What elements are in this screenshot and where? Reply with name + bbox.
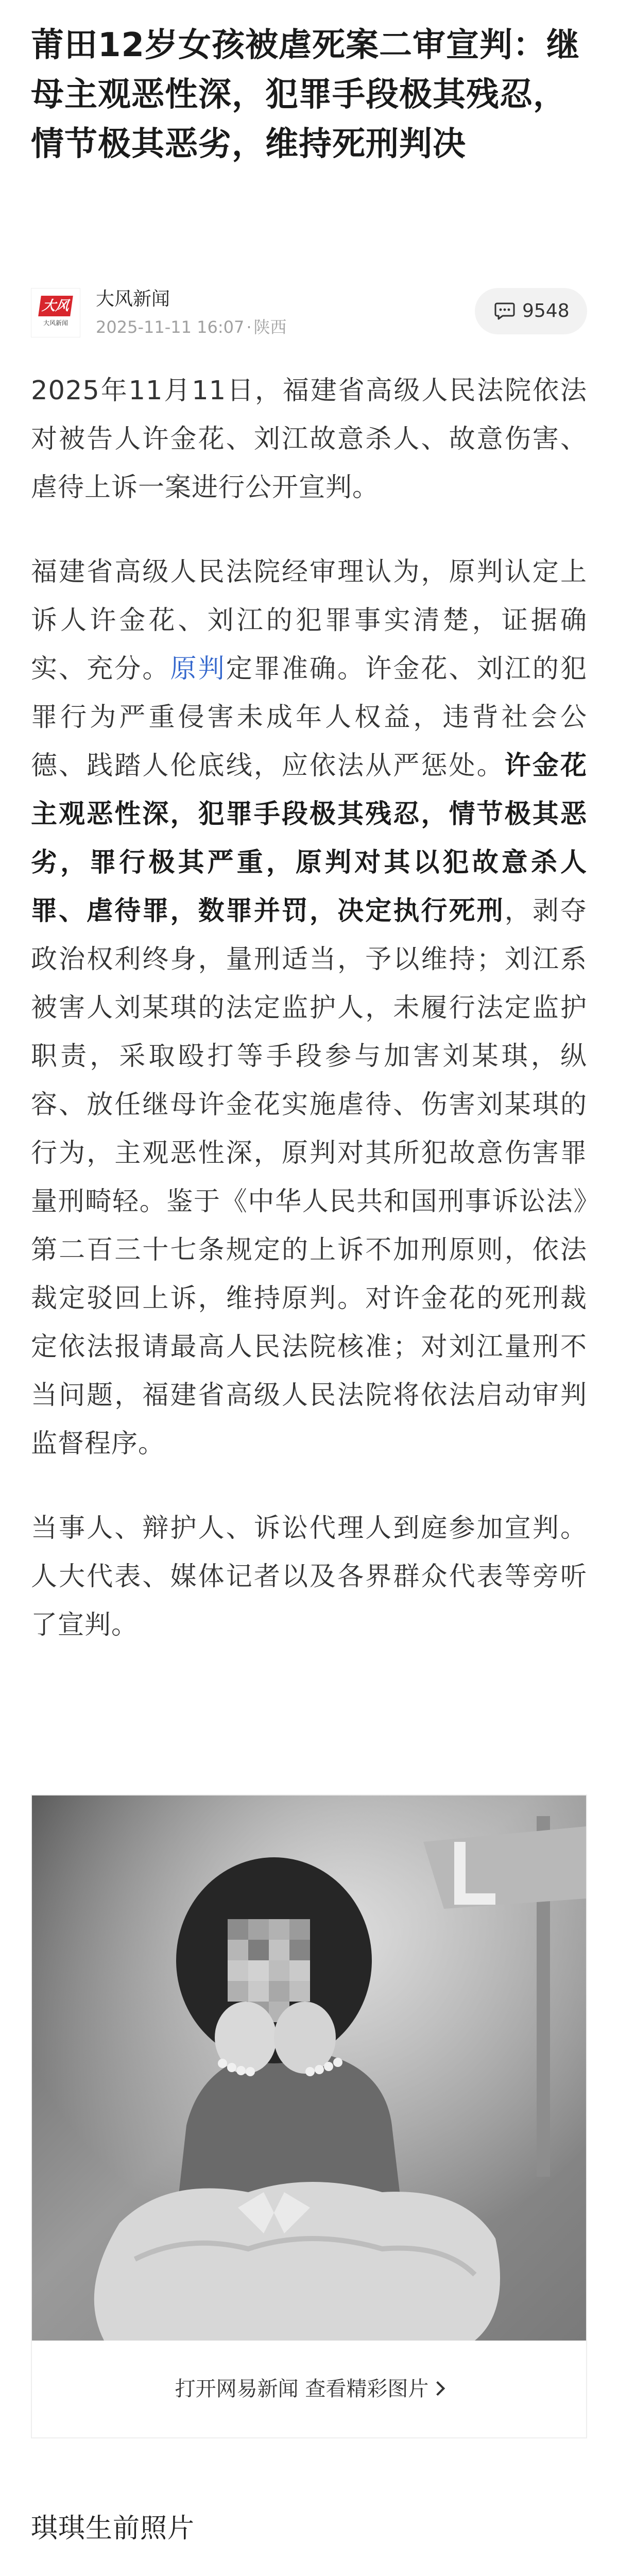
paragraph-3 <box>31 1504 587 1650</box>
paragraph-2-bold: 许金花主观恶性深，犯罪手段极其残忍，情节极其恶劣，罪行极其严重，原判对其以犯故意杀人罪、虐待罪，数罪并罚，决定执行死刑 <box>31 751 587 926</box>
open-app-label: 打开网易新闻 查看精彩图片 <box>175 2377 429 2401</box>
paragraph-2-text-a: 福建省高级人民法院经审理认为，原判认定上诉人许金花、刘江的犯罪事实清楚，证据确实、充分。 <box>31 557 587 684</box>
source-logo-mark: 大风 <box>38 296 73 316</box>
paragraph-1 <box>31 367 587 512</box>
keyword-link[interactable]: 原判 <box>170 654 226 684</box>
comment-button[interactable] <box>475 288 587 334</box>
source-logo[interactable] <box>31 288 80 337</box>
paragraph-2 <box>31 548 587 1468</box>
comment-bubble-icon <box>494 302 515 320</box>
article-body <box>31 367 587 1686</box>
comment-count: 9548 <box>522 300 570 321</box>
paragraph-2-text-b: 定罪准确。许金花、刘江的犯罪行为严重侵害未成年人权益，违背社会公德、践踏人伦底线，应依法从严惩处。 <box>31 654 587 781</box>
source-logo-sub: 大风新闻 <box>43 319 68 327</box>
article-figure <box>31 1794 587 2438</box>
paragraph-1-text: 2025年11月11日，福建省高级人民法院依法对被告人许金花、刘江故意杀人、故意伤害、虐待上诉一案进行公开宣判。 <box>31 376 587 503</box>
paragraph-2-text-c: ，剥夺政治权利终身，量刑适当，予以维持；刘江系被害人刘某琪的法定监护人，未履行法定监护职责，采取殴打等手段参与加害刘某琪，纵容、放任继母许金花实施虐待、伤害刘某琪的行为，主观恶性深，原判对其所犯故意伤害罪量刑畸轻。鉴于《中华人民共和国刑事诉讼法》第二百三十七条规定的上诉不加刑原则，依法裁定驳回上诉，维持原判。对许金花的死刑裁定依法报请最高人民法院核准；对刘江量刑不当问题，福建省高级人民法院将依法启动审判监督程序。 <box>31 896 587 1459</box>
photo-illustration <box>32 1795 586 2341</box>
publish-datetime: 2025-11-11 16:07 <box>96 317 245 337</box>
meta-separator: · <box>246 317 252 337</box>
paragraph-3-text: 当事人、辩护人、诉讼代理人到庭参加宣判。人大代表、媒体记者以及各界群众代表等旁听了宣判。 <box>31 1513 587 1640</box>
source-meta <box>96 317 287 337</box>
source-row <box>31 281 587 337</box>
article-photo[interactable] <box>32 1795 586 2341</box>
source-name[interactable]: 大风新闻 <box>96 289 170 310</box>
figure-caption: 琪琪生前照片 <box>31 2513 195 2544</box>
open-app-button[interactable] <box>32 2341 586 2437</box>
article-title: 莆田12岁女孩被虐死案二审宣判：继母主观恶性深，犯罪手段极其残忍，情节极其恶劣，维持死刑判决 <box>31 26 580 163</box>
publish-location: 陕西 <box>253 317 287 337</box>
chevron-right-icon <box>431 2381 445 2396</box>
